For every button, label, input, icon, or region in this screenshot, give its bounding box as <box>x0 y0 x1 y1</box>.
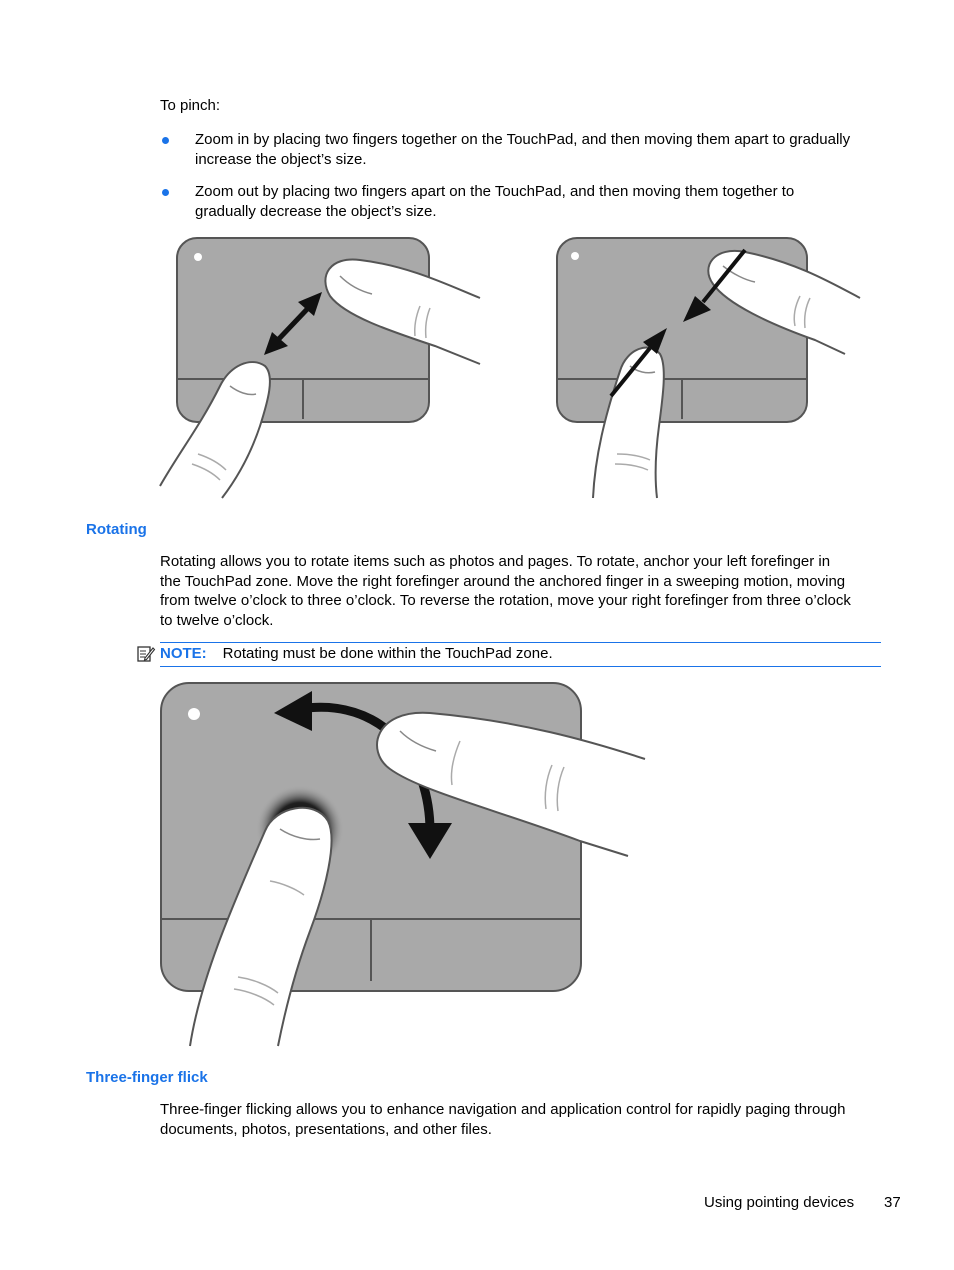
note-pencil-icon <box>137 645 155 663</box>
pinch-intro: To pinch: <box>160 97 221 114</box>
note-top-rule <box>160 642 881 643</box>
note-bottom-rule <box>160 666 881 667</box>
pinch-bullet-zoom-in <box>195 130 895 169</box>
rotate-illustration <box>160 681 645 1046</box>
note-content <box>160 644 553 664</box>
paragraph-line: the TouchPad zone. Move the right forefinger around the anchored finger in a sweeping motion, moving <box>160 572 846 590</box>
bullet-dot <box>162 137 169 144</box>
flick-paragraph <box>160 1100 890 1139</box>
paragraph-line: Rotating allows you to rotate items such as photos and pages. To rotate, anchor your left forefinger in <box>160 553 831 570</box>
footer-page-number: 37 <box>884 1194 901 1211</box>
section-heading-rotating: Rotating <box>86 521 147 538</box>
paragraph-line: to twelve o’clock. <box>160 611 274 629</box>
section-heading-three-finger-flick: Three-finger flick <box>86 1069 208 1086</box>
paragraph-line: from twelve o’clock to three o’clock. To reverse the rotation, move your right forefinger from three o’clock <box>160 592 851 609</box>
bullet-line: increase the object’s size. <box>195 150 367 168</box>
note-label: NOTE: <box>160 645 207 662</box>
rotating-paragraph <box>160 552 890 630</box>
pinch-zoom-out-illustration <box>555 236 860 498</box>
bullet-line: gradually decrease the object’s size. <box>195 202 437 220</box>
footer-section-title: Using pointing devices <box>704 1194 855 1211</box>
note-text: Rotating must be done within the TouchPad zone. <box>222 645 553 662</box>
bullet-line: Zoom out by placing two fingers apart on the TouchPad, and then moving them together to <box>195 183 795 200</box>
paragraph-line: Three-finger flicking allows you to enhance navigation and application control for rapidly paging through <box>160 1101 846 1118</box>
bullet-line: Zoom in by placing two fingers together on the TouchPad, and then moving them apart to gradually <box>195 131 851 148</box>
pinch-zoom-in-illustration <box>160 236 480 498</box>
paragraph-line: documents, photos, presentations, and other files. <box>160 1120 492 1138</box>
pinch-bullet-zoom-out <box>195 182 895 221</box>
bullet-dot <box>162 189 169 196</box>
